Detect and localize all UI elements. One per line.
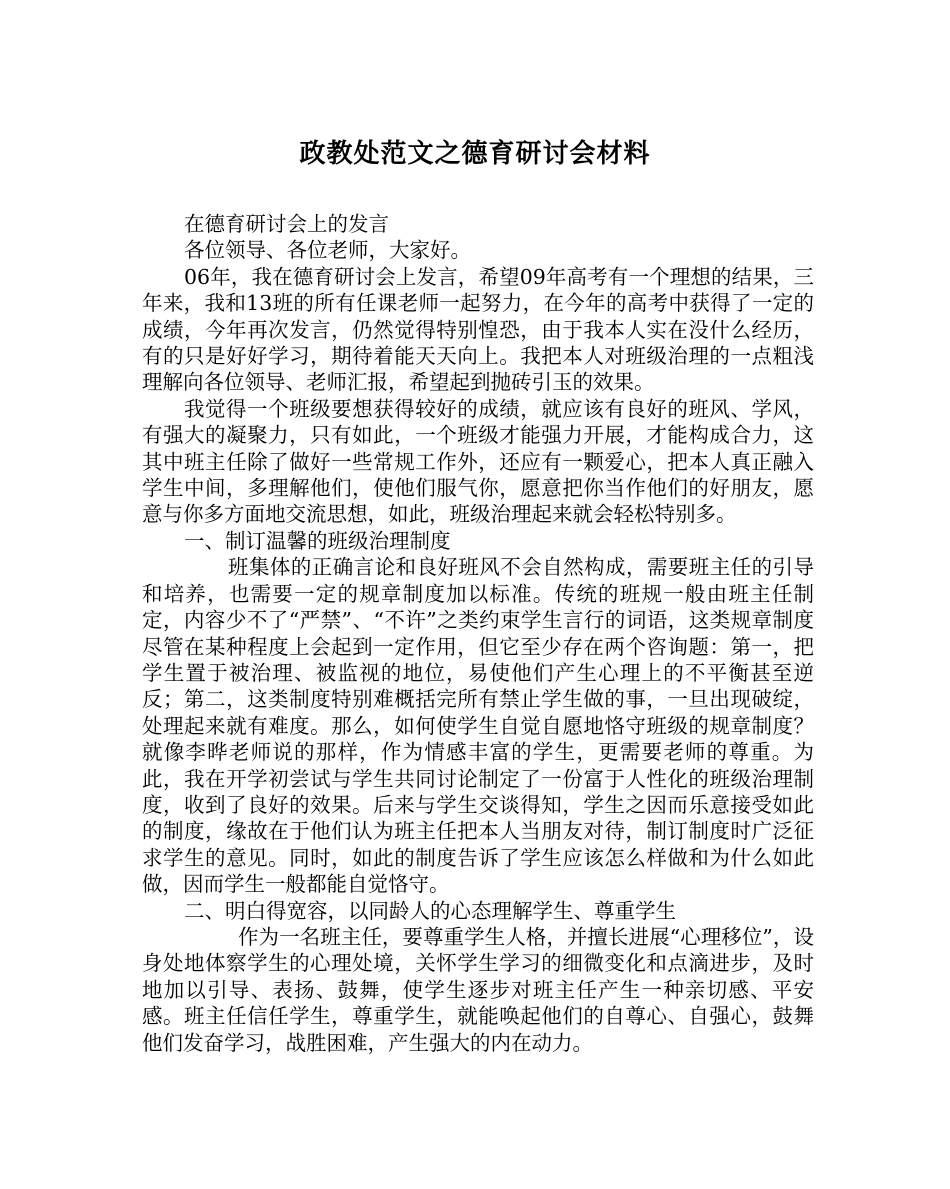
rules-paragraph: 班集体的正确言论和良好班风不会自然构成，需要班主任的引导和培养，也需要一定的规章制度加以标准。传统的班规一般由班主任制定，内容少不了“严禁”、“不许”之类约束学生言行的词语，这类规章制度尽管在某种程度上会起到一定作用，但它至少存在两个咨询题：第一，把学生置于被治理、被监视的地位，易使他们产生心理上的不平衡甚至逆反；第二，这类制度特别难概括完所有禁止学生做的事，一旦出现破绽，处理起来就有难度。那么，如何使学生自觉自愿地恪守班级的规章制度？就像李晔老师说的那样，作为情感丰富的学生，更需要老师的尊重。为此，我在开学初尝试与学生共同讨论制定了一份富于人性化的班级治理制度，收到了良好的效果。后来与学生交谈得知，学生之因而乐意接受如此的制度，缘故在于他们认为班主任把本人当朋友对待，制订制度时广泛征求学生的意见。同时，如此的制度告诉了学生应该怎么样做和为什么如此做，因而学生一般都能自觉恪守。	[142, 555, 814, 897]
intro-paragraph: 06年，我在德育研讨会上发言，希望09年高考有一个理想的结果，三年来，我和13班的所有任课老师一起努力，在今年的高考中获得了一定的成绩，今年再次发言，仍然觉得特别惶恐，由于我本人实在没什么经历，有的只是好好学习，期待着能天天向上。我把本人对班级治理的一点粗浅理解向各位领导、老师汇报，希望起到抛砖引玉的效果。	[142, 264, 814, 395]
greeting: 各位领导、各位老师，大家好。	[184, 238, 471, 263]
document-body	[142, 211, 814, 1056]
section-heading-respect: 二、明白得宽容，以同龄人的心态理解学生、尊重学生	[184, 898, 676, 923]
section-heading-rules: 一、制订温馨的班级治理制度	[184, 528, 451, 553]
class-spirit-paragraph: 我觉得一个班级要想获得较好的成绩，就应该有良好的班风、学风，有强大的凝聚力，只有如此，一个班级才能强力开展，才能构成合力，这其中班主任除了做好一些常规工作外，还应有一颗爱心，把本人真正融入学生中间，多理解他们，使他们服气你，愿意把你当作他们的好朋友，愿意与你多方面地交流思想，如此，班级治理起来就会轻松特别多。	[142, 396, 814, 527]
document-title: 政教处范文之德育研讨会材料	[299, 139, 651, 169]
speech-heading: 在德育研讨会上的发言	[184, 212, 389, 236]
respect-paragraph: 作为一名班主任，要尊重学生人格，并擅长进展“心理移位”，设身处地体察学生的心理处境，关怀学生学习的细微变化和点滴进步，及时地加以引导、表扬、鼓舞，使学生逐步对班主任产生一种亲切感、平安感。班主任信任学生，尊重学生，就能唤起他们的自尊心、自强心，鼓舞他们发奋学习，战胜困难，产生强大的内在动力。	[142, 924, 814, 1055]
